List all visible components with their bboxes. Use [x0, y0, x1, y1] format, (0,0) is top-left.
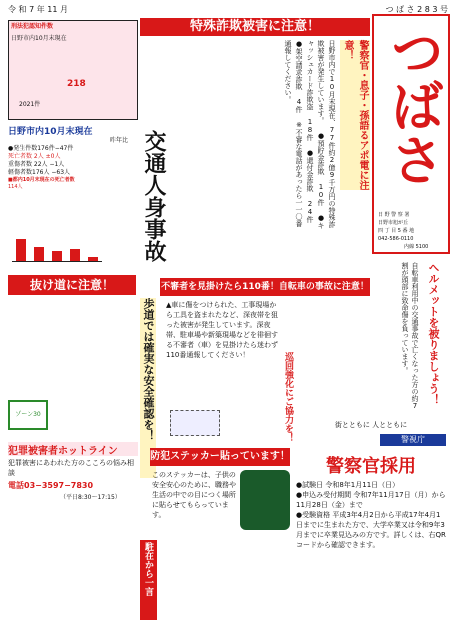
masthead [372, 14, 450, 254]
recruit-title: 警察官採用 [326, 456, 416, 477]
kenzoku-title: 歩道では確実な安全確認を！ [140, 298, 156, 478]
zone-30-sign: ゾーン30 [8, 400, 48, 430]
traffic-row-0: ●発生件数176件−47件 [8, 145, 74, 152]
fraud-note: ※不審な電話があったら一一〇番通報してください。 [284, 40, 303, 227]
sticker-image [240, 470, 290, 530]
masthead-address2: 四 丁 目 5 番 地 [378, 228, 415, 234]
recruit-item-1: ●申込み受付期間 令和7年11月17日（月）から 11月28日（金）まで [296, 491, 446, 509]
bike-bottom: 巡回強化にご協力を！ [283, 352, 293, 442]
traffic-title: 日野市内10月末現在 [8, 127, 93, 137]
traffic-subtitle: ■都内10月末現在の死亡者数 [8, 177, 75, 183]
traffic-subval: 114人 [8, 184, 23, 190]
car-illustration [170, 410, 220, 436]
crime-stats-value: 218 [67, 79, 86, 89]
hotline-body: 犯罪被害にあわれた方のこころの悩み相談 [8, 459, 134, 477]
issue-date: 令 和 7 年 11 月 [8, 5, 68, 14]
hotline-title: 犯罪被害者ホットライン [8, 442, 138, 456]
bar-2 [52, 251, 62, 261]
traffic-vert-title: 交通人身事故 [141, 130, 166, 262]
masthead-station: 日 野 警 察 署 [378, 212, 410, 218]
bar-4 [88, 257, 98, 261]
recruit-item-0: ●試験日 令和8年1月11日（日） [296, 481, 400, 489]
fraud-intro: 警察官・息子・孫語るアポ電に注意！ [342, 40, 368, 190]
crime-stats-box [8, 20, 138, 120]
helmet-title: ヘルメットを被りましょう！ [427, 262, 440, 405]
issue-number: つ ば さ 2 8 3 号 [385, 5, 448, 14]
recruit-item-2: ●受験資格 平成3年4月2日から平成17年4月1日までに生まれた方で、大学卒業又は令和9年3月までに卒業見込みの方です。詳しくは、右QRコードから確認できます。 [296, 511, 446, 549]
masthead-ext: 内線 5100 [404, 244, 429, 250]
masthead-title: つばさ [382, 24, 445, 186]
sticker-label: 駐在から一言 [140, 540, 157, 620]
crime-stats-subtitle: 日野市内10月末現在 [11, 35, 67, 42]
hotline-hours: （平日8:30〜17:15） [60, 494, 121, 501]
fraud-type-2: ●還付金詐欺 24件 [306, 149, 314, 223]
traffic-prev: 昨年比 [109, 137, 128, 144]
sticker-body: このステッカーは、子供の安全安心のために、職務や生活の中での目につく場所に貼らせてもらっています。 [152, 471, 236, 519]
traffic-row-3: 軽傷者数176人 −63人 [8, 169, 71, 176]
helmet-body: 自転車利用中の交通事故で亡くなった方の約7割が頭部に致命傷を負っています。 [401, 262, 419, 410]
recruit-items [296, 480, 446, 550]
fraud-banner: 特殊詐欺被害に注意！ [140, 18, 370, 36]
masthead-phone: 042-586-0110 [378, 236, 414, 242]
traffic-chart [12, 234, 102, 262]
fraud-type-0: ●預貯金詐欺 10件 [317, 132, 325, 206]
recruit-tag: 警視庁 [380, 434, 446, 446]
fraud-body-col [162, 40, 337, 230]
traffic-stats [8, 124, 138, 272]
bar-0 [16, 239, 26, 261]
bike-body: ▲車に傷をつけられた、工事現場から工具を盗まれたなど、深夜帯を狙った被害が発生しています。深夜帯、駐車場や新築現場などを徘徊する不審者（車）を見掛けたら迷わず110番通報してください！ [166, 301, 278, 359]
hotline-phone: 電話03−3597−7830 [8, 481, 94, 490]
bike-banner: 不審者を見掛けたら110番！自転車の事故に注意！ [160, 278, 370, 296]
crime-stats-item: 2021件 [19, 101, 41, 108]
traffic-row-1: 死亡者数 2人 ±0人 [8, 153, 61, 160]
fraud-body: 日野市内で10月末現在、77件約2億9千万円の特殊詐欺被害が発生しています。 [317, 40, 336, 228]
kenzoku-banner: 抜け道に注意！ [8, 275, 136, 295]
recruit-motto: 街とともに 人とともに [334, 421, 408, 429]
masthead-address: 日野市旭が丘 [378, 220, 409, 226]
bar-3 [70, 249, 80, 261]
bar-1 [34, 247, 44, 261]
crime-stats-title: 刑法犯認知件数 [11, 23, 54, 30]
sticker-banner: 防犯ステッカー貼っています！ [150, 448, 290, 466]
fraud-type-3: ●架空請求詐欺 4件 [295, 40, 303, 113]
fraud-type-1: ●キャッシュカード詐欺盗 18件 [306, 40, 325, 229]
traffic-row-2: 重傷者数 22人 −1人 [8, 161, 65, 168]
